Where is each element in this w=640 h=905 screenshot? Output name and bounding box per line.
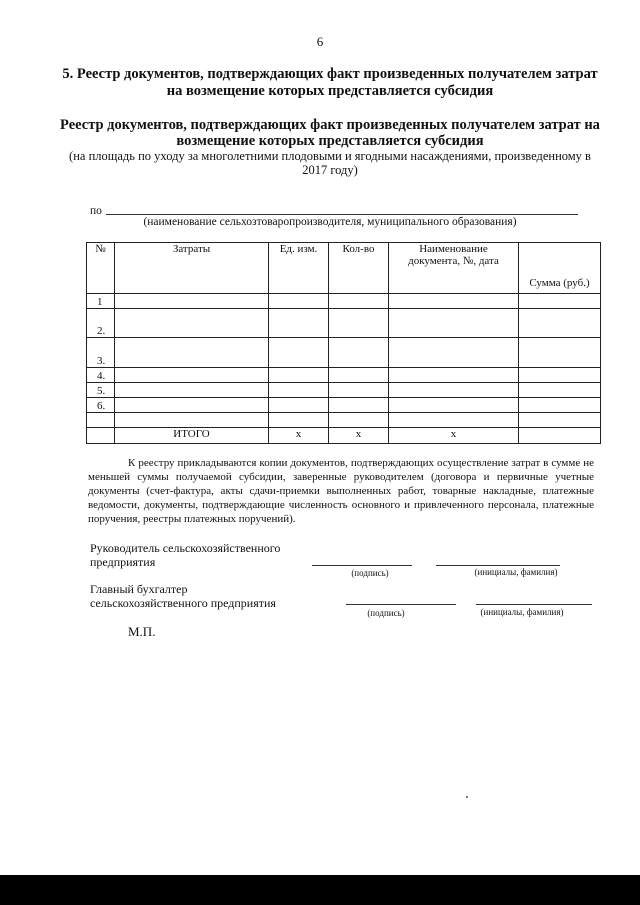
row-number: 5. [87,383,115,398]
scan-speck [466,796,468,798]
head-title-line1: Руководитель сельскохозяйственного [90,541,281,555]
table-row [87,398,601,413]
total-unit: х [269,428,329,444]
row-number: 1 [87,294,115,309]
total-label: ИТОГО [115,428,269,444]
col-header-qty: Кол-во [329,243,389,294]
col-header-unit: Ед. изм. [269,243,329,294]
head-signature-caption: (подпись) [351,568,389,578]
po-fill-line [106,214,578,215]
accountant-name-caption: (инициалы, фамилия) [480,607,564,617]
scan-bottom-bar [0,875,640,905]
accountant-name-line [476,604,592,605]
total-qty: х [329,428,389,444]
row-number: 6. [87,398,115,413]
stamp-place: М.П. [128,624,156,639]
table-row [87,368,601,383]
po-label: по [90,205,102,217]
attachment-note: К реестру прикладываются копии документов, подтверждающих осуществление затрат в сумме не меньшей суммы получаемой субсидии, заверенные руководителем (договора и первичные учетные документы (счет-фактура, акты сдачи-приемки выполненных работ, товарные накладные, платежные ведомости, документы, подтверждающие численность основного и привлеченного персонала, платежные поручения, реестры платежных поручений). [88,457,594,525]
head-name-caption: (инициалы, фамилия) [474,567,558,577]
registry-table [86,242,601,444]
row-number [87,413,115,428]
head-name-line [436,565,560,566]
row-number: 3. [87,338,115,368]
registry-title: Реестр документов, подтверждающих факт произведенных получателем затрат на возмещение которых представляется субсидия [60,117,600,149]
page-number: 6 [316,34,324,49]
table-header-row [87,243,601,294]
registry-subtitle: (на площадь по уходу за многолетними плодовыми и ягодными насаждениями, произведенному в 2017 году) [69,149,591,177]
accountant-signature-line [346,604,456,605]
accountant-title-line2: сельскохозяйственного предприятия [90,596,276,610]
head-signature-line [312,565,412,566]
accountant-title-line1: Главный бухгалтер [90,582,188,596]
head-title-line2: предприятия [90,555,156,569]
col-header-document: Наименование документа, №, дата [389,243,519,294]
table-row [87,413,601,428]
accountant-signature-caption: (подпись) [367,608,405,618]
table-row [87,338,601,368]
col-header-costs: Затраты [115,243,269,294]
po-caption: (наименование сельхозтоваропроизводителя, муниципального образования) [143,216,517,228]
table-row [87,294,601,309]
col-header-sum: Сумма (руб.) [519,243,601,294]
table-total-row [87,428,601,444]
col-header-number: № [87,243,115,294]
section-title: 5. Реестр документов, подтверждающих факт произведенных получателем затрат на возмещение которых представляется субсидия [62,66,598,99]
total-document: х [389,428,519,444]
table-row [87,383,601,398]
table-row [87,309,601,338]
row-number: 2. [87,309,115,338]
row-number: 4. [87,368,115,383]
